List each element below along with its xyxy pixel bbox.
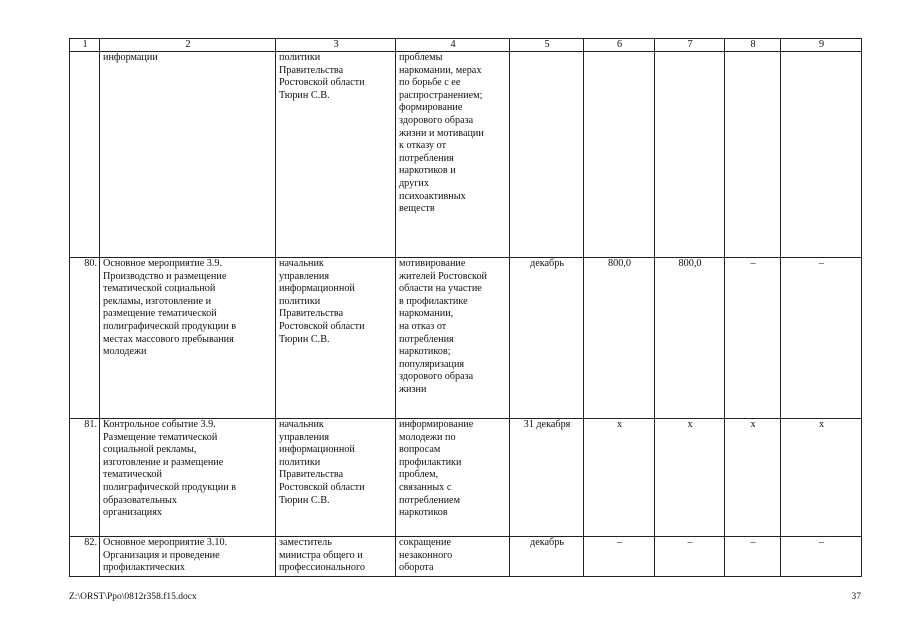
result-text: сокращение незаконного оборота <box>399 537 453 574</box>
column-header: 1 <box>70 39 100 52</box>
event-cell <box>100 52 276 258</box>
footer-file-path: Z:\ORST\Ppo\0812r358.f15.docx <box>69 592 197 602</box>
page-number: 37 <box>851 592 861 602</box>
value-cell: х <box>781 419 862 537</box>
responsible-text: политики Правительства Ростовской области Тюрин С.В. <box>279 52 365 101</box>
event-text: Основное мероприятие 3.9. Производство и размещение тематической социальной рекламы, изготовление и размещение тематической полиграфической продукции в местах массового пребывания молодежи <box>103 258 237 358</box>
column-header: 8 <box>725 39 781 52</box>
event-text: Контрольное событие 3.9. Размещение тематической социальной рекламы, изготовление и размещение тематической полиграфической продукции в образовательных организациях <box>103 419 237 519</box>
value-cell: – <box>584 537 655 577</box>
column-header: 4 <box>396 39 510 52</box>
responsible-text: заместитель министра общего и профессионального <box>279 537 365 574</box>
table-row <box>70 258 862 419</box>
row-number: 80. <box>70 258 100 419</box>
result-cell <box>396 52 510 258</box>
event-text: Основное мероприятие 3.10. Организация и проведение профилактических <box>103 537 228 574</box>
plan-table <box>69 38 862 577</box>
result-cell <box>396 537 510 577</box>
result-cell <box>396 258 510 419</box>
result-cell <box>396 419 510 537</box>
responsible-cell <box>276 537 396 577</box>
header-row <box>70 39 862 52</box>
value-cell: – <box>725 258 781 419</box>
column-header: 7 <box>655 39 725 52</box>
value-cell <box>655 52 725 258</box>
responsible-text: начальник управления информационной политики Правительства Ростовской области Тюрин С.В. <box>279 419 365 506</box>
column-header: 5 <box>510 39 584 52</box>
value-cell <box>584 52 655 258</box>
event-cell <box>100 258 276 419</box>
row-number: 82. <box>70 537 100 577</box>
value-cell <box>781 52 862 258</box>
value-cell: 800,0 <box>584 258 655 419</box>
column-header: 9 <box>781 39 862 52</box>
date-cell: декабрь <box>510 537 584 577</box>
result-text: информирование молодежи по вопросам профилактики проблем, связанных с потреблением наркотиков <box>399 419 474 519</box>
table-row <box>70 52 862 258</box>
row-number: 81. <box>70 419 100 537</box>
row-number <box>70 52 100 258</box>
value-cell: – <box>655 537 725 577</box>
value-cell: – <box>781 258 862 419</box>
value-cell: – <box>725 537 781 577</box>
date-cell <box>510 52 584 258</box>
event-cell <box>100 419 276 537</box>
date-cell: декабрь <box>510 258 584 419</box>
event-cell <box>100 537 276 577</box>
column-header: 2 <box>100 39 276 52</box>
value-cell: 800,0 <box>655 258 725 419</box>
value-cell: х <box>655 419 725 537</box>
responsible-cell <box>276 258 396 419</box>
column-header: 6 <box>584 39 655 52</box>
responsible-cell <box>276 52 396 258</box>
date-cell: 31 декабря <box>510 419 584 537</box>
column-header: 3 <box>276 39 396 52</box>
table-row <box>70 419 862 537</box>
responsible-cell <box>276 419 396 537</box>
result-text: мотивирование жителей Ростовской области на участие в профилактике наркомании, на отказ от потребления наркотиков; популяризация здорового образа жизни <box>399 258 488 395</box>
value-cell <box>725 52 781 258</box>
event-text: информации <box>103 52 158 63</box>
responsible-text: начальник управления информационной политики Правительства Ростовской области Тюрин С.В. <box>279 258 365 345</box>
value-cell: х <box>725 419 781 537</box>
table-row <box>70 537 862 577</box>
value-cell: х <box>584 419 655 537</box>
value-cell: – <box>781 537 862 577</box>
result-text: проблемы наркомании, мерах по борьбе с ее распространением; формирование здорового образа жизни и мотивации к отказу от потребления наркотиков и других психоактивных веществ <box>399 52 484 215</box>
